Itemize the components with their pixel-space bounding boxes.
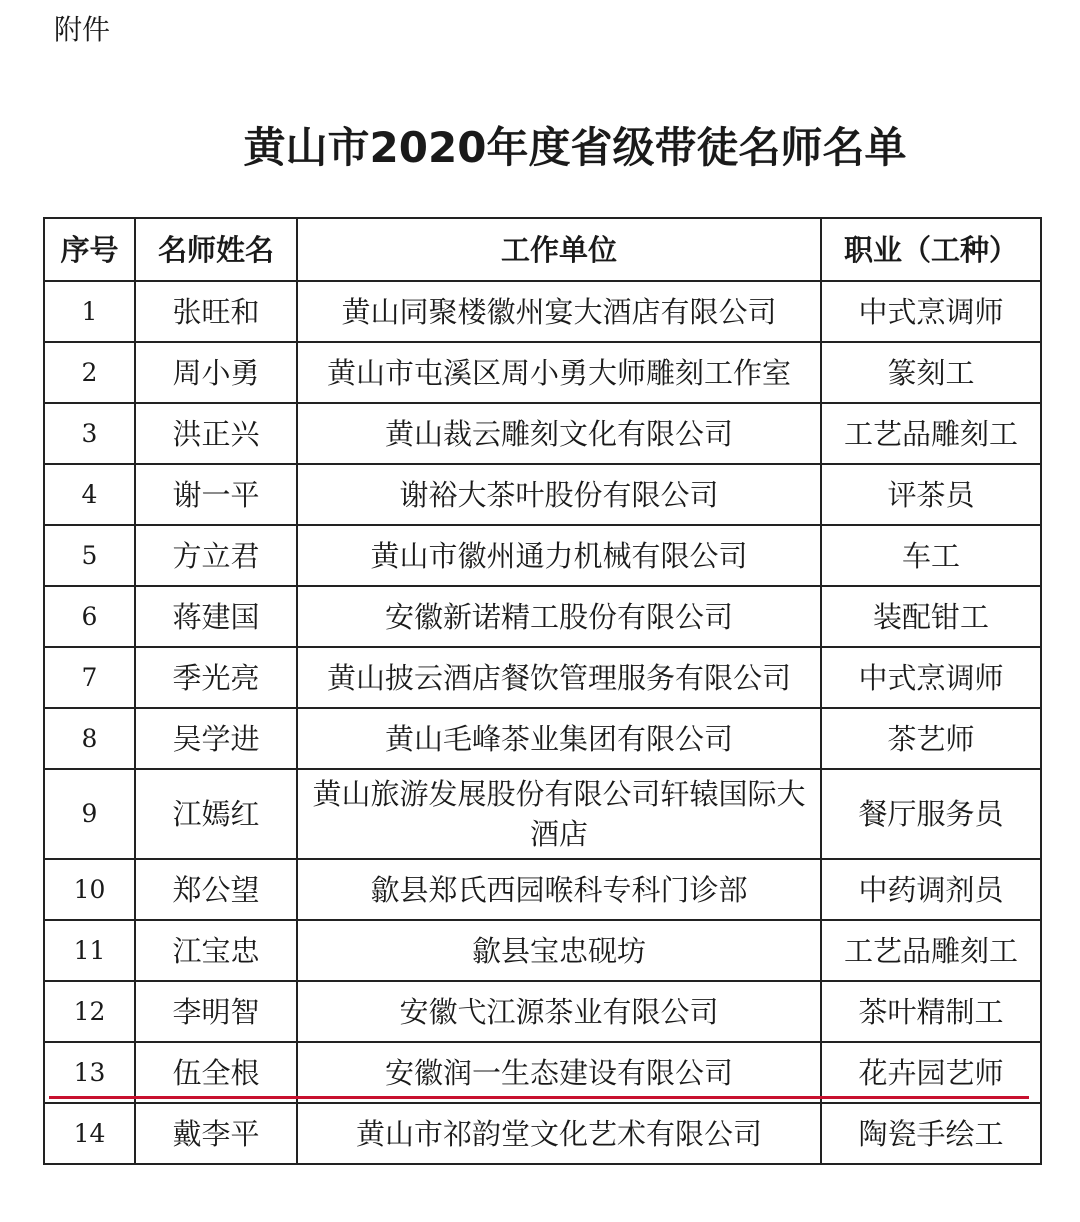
cell-no: 6 — [44, 586, 135, 647]
cell-job: 评茶员 — [821, 464, 1041, 525]
cell-job: 篆刻工 — [821, 342, 1041, 403]
cell-name: 方立君 — [135, 525, 297, 586]
cell-name: 谢一平 — [135, 464, 297, 525]
cell-unit: 黄山市祁韵堂文化艺术有限公司 — [297, 1103, 821, 1164]
table-row — [44, 342, 1041, 403]
cell-no: 8 — [44, 708, 135, 769]
header-no: 序号 — [44, 218, 135, 281]
table-row — [44, 859, 1041, 920]
table-row — [44, 920, 1041, 981]
cell-job: 车工 — [821, 525, 1041, 586]
cell-no: 14 — [44, 1103, 135, 1164]
cell-no: 2 — [44, 342, 135, 403]
cell-unit: 黄山披云酒店餐饮管理服务有限公司 — [297, 647, 821, 708]
cell-job: 中药调剂员 — [821, 859, 1041, 920]
cell-job: 花卉园艺师 — [821, 1042, 1041, 1103]
cell-no: 9 — [44, 769, 135, 859]
cell-job: 餐厅服务员 — [821, 769, 1041, 859]
cell-no: 10 — [44, 859, 135, 920]
table-row — [44, 708, 1041, 769]
cell-job: 中式烹调师 — [821, 281, 1041, 342]
cell-unit: 黄山市徽州通力机械有限公司 — [297, 525, 821, 586]
red-underline-mark — [49, 1096, 1029, 1099]
cell-unit: 黄山毛峰茶业集团有限公司 — [297, 708, 821, 769]
cell-no: 3 — [44, 403, 135, 464]
cell-name: 江宝忠 — [135, 920, 297, 981]
attachment-label: 附件 — [54, 13, 111, 46]
cell-no: 12 — [44, 981, 135, 1042]
cell-job: 茶艺师 — [821, 708, 1041, 769]
cell-unit: 歙县郑氏西园喉科专科门诊部 — [297, 859, 821, 920]
cell-unit: 黄山旅游发展股份有限公司轩辕国际大酒店 — [297, 769, 821, 859]
table-row — [44, 769, 1041, 859]
teacher-roster-table — [43, 217, 1042, 1165]
cell-name: 周小勇 — [135, 342, 297, 403]
cell-no: 1 — [44, 281, 135, 342]
cell-no: 13 — [44, 1042, 135, 1103]
cell-job: 陶瓷手绘工 — [821, 1103, 1041, 1164]
table-header-row — [44, 218, 1041, 281]
cell-no: 11 — [44, 920, 135, 981]
table-row — [44, 525, 1041, 586]
cell-name: 李明智 — [135, 981, 297, 1042]
cell-name: 戴李平 — [135, 1103, 297, 1164]
cell-unit: 安徽新诺精工股份有限公司 — [297, 586, 821, 647]
header-unit: 工作单位 — [297, 218, 821, 281]
cell-unit: 歙县宝忠砚坊 — [297, 920, 821, 981]
table-row — [44, 464, 1041, 525]
cell-unit: 安徽润一生态建设有限公司 — [297, 1042, 821, 1103]
table-row — [44, 586, 1041, 647]
cell-name: 江嫣红 — [135, 769, 297, 859]
cell-unit: 黄山裁云雕刻文化有限公司 — [297, 403, 821, 464]
header-job: 职业（工种） — [821, 218, 1041, 281]
table-row — [44, 281, 1041, 342]
cell-job: 茶叶精制工 — [821, 981, 1041, 1042]
cell-name: 吴学进 — [135, 708, 297, 769]
cell-job: 中式烹调师 — [821, 647, 1041, 708]
document-title: 黄山市2020年度省级带徒名师名单 — [243, 123, 907, 172]
cell-no: 7 — [44, 647, 135, 708]
cell-job: 装配钳工 — [821, 586, 1041, 647]
cell-name: 蒋建国 — [135, 586, 297, 647]
table-row — [44, 1042, 1041, 1103]
cell-job: 工艺品雕刻工 — [821, 920, 1041, 981]
cell-name: 季光亮 — [135, 647, 297, 708]
cell-unit: 谢裕大茶叶股份有限公司 — [297, 464, 821, 525]
cell-name: 洪正兴 — [135, 403, 297, 464]
cell-name: 郑公望 — [135, 859, 297, 920]
cell-name: 伍全根 — [135, 1042, 297, 1103]
cell-unit: 黄山同聚楼徽州宴大酒店有限公司 — [297, 281, 821, 342]
table-row — [44, 647, 1041, 708]
cell-job: 工艺品雕刻工 — [821, 403, 1041, 464]
header-name: 名师姓名 — [135, 218, 297, 281]
table-row — [44, 981, 1041, 1042]
table-row — [44, 1103, 1041, 1164]
cell-no: 4 — [44, 464, 135, 525]
cell-name: 张旺和 — [135, 281, 297, 342]
cell-no: 5 — [44, 525, 135, 586]
cell-unit: 黄山市屯溪区周小勇大师雕刻工作室 — [297, 342, 821, 403]
cell-unit: 安徽弋江源茶业有限公司 — [297, 981, 821, 1042]
table-row — [44, 403, 1041, 464]
